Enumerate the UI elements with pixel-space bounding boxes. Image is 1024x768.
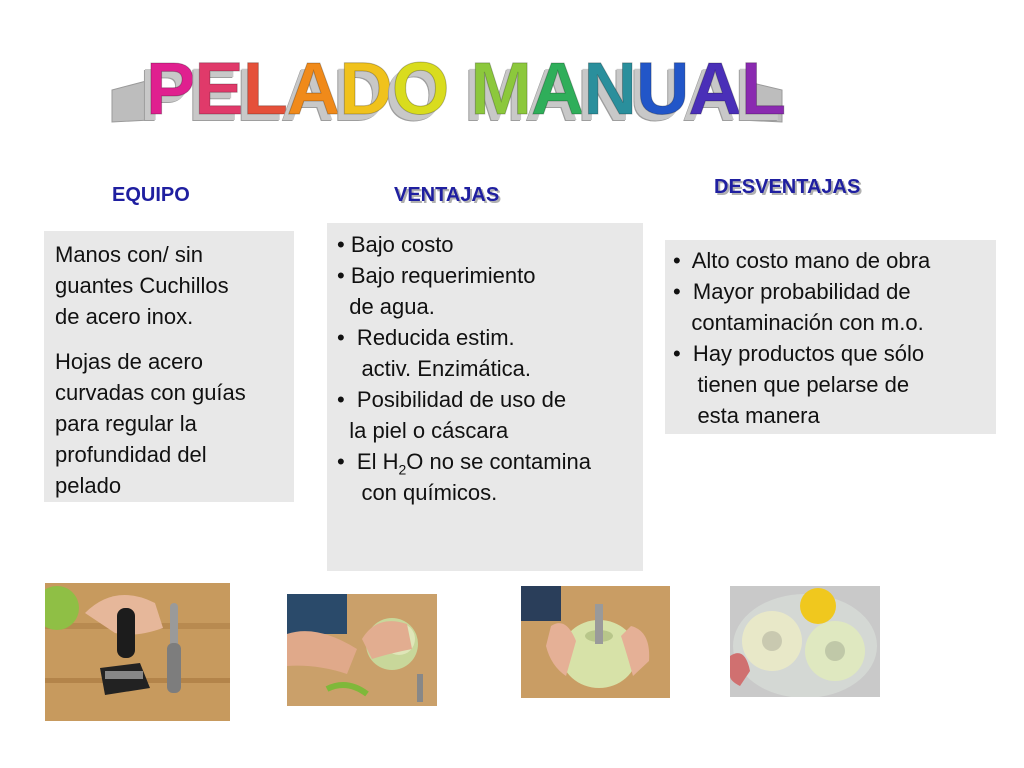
page-title	[146, 47, 786, 130]
title-letter: D	[339, 47, 392, 130]
equipo-line: de acero inox.	[55, 304, 194, 329]
ventajas-line: • Reducida estim.	[337, 325, 515, 350]
ventajas-h2o-line	[337, 446, 643, 477]
title-letter: A	[286, 47, 340, 130]
title-letter: P	[146, 47, 195, 130]
equipo-line: curvadas con guías	[55, 380, 246, 405]
title-letter: A	[688, 47, 741, 130]
title-space	[448, 52, 470, 126]
ventajas-line: • Posibilidad de uso de	[337, 387, 567, 412]
desventajas-line: contaminación con m.o.	[673, 310, 924, 335]
title-letter: L	[242, 47, 287, 130]
title-letter: N	[583, 47, 636, 130]
equipo-paragraph-1	[55, 239, 284, 332]
ventajas-line: • Bajo requerimiento	[337, 263, 536, 288]
equipo-line: Hojas de acero	[55, 349, 203, 374]
h2o-prefix: • El H	[337, 449, 399, 474]
title-letter: A	[531, 47, 584, 130]
desventajas-line: • Alto costo mano de obra	[673, 248, 931, 273]
photo-peeling-apple	[287, 594, 437, 706]
equipo-line: Manos con/ sin	[55, 242, 203, 267]
photo-apple-rings-bowl	[730, 586, 880, 697]
equipo-line: pelado	[55, 473, 122, 498]
title-letter: L	[740, 47, 786, 130]
h2o-suffix: O no se contamina	[406, 449, 591, 474]
equipo-line: profundidad del	[55, 442, 207, 467]
equipo-line: para regular la	[55, 411, 197, 436]
ventajas-line: de agua.	[337, 294, 435, 319]
equipo-line: guantes Cuchillos	[55, 273, 229, 298]
heading-desventajas: DESVENTAJAS	[714, 176, 861, 198]
desventajas-line: tienen que pelarse de	[673, 372, 910, 397]
heading-equipo: EQUIPO	[112, 184, 190, 206]
desventajas-box	[665, 240, 996, 434]
title-letter: M	[470, 47, 532, 130]
title-letter: O	[391, 47, 449, 130]
h2o-subscript: 2	[398, 461, 407, 478]
title-letter: U	[635, 47, 689, 130]
desventajas-line: • Mayor probabilidad de	[673, 279, 911, 304]
title-letter: E	[194, 47, 243, 130]
photo-peeler-tools	[45, 583, 230, 721]
ventajas-line: con químicos.	[337, 480, 498, 505]
heading-ventajas: VENTAJAS	[394, 184, 500, 206]
equipo-paragraph-2	[55, 346, 284, 501]
ventajas-box	[327, 223, 643, 571]
photo-coring-apple	[521, 586, 670, 698]
ventajas-line: la piel o cáscara	[337, 418, 509, 443]
equipo-box	[44, 231, 294, 502]
desventajas-line: esta manera	[673, 403, 820, 428]
ventajas-line: • Bajo costo	[337, 232, 454, 257]
ventajas-line: activ. Enzimática.	[337, 356, 531, 381]
title-wordart	[0, 40, 1024, 140]
desventajas-line: • Hay productos que sólo	[673, 341, 925, 366]
